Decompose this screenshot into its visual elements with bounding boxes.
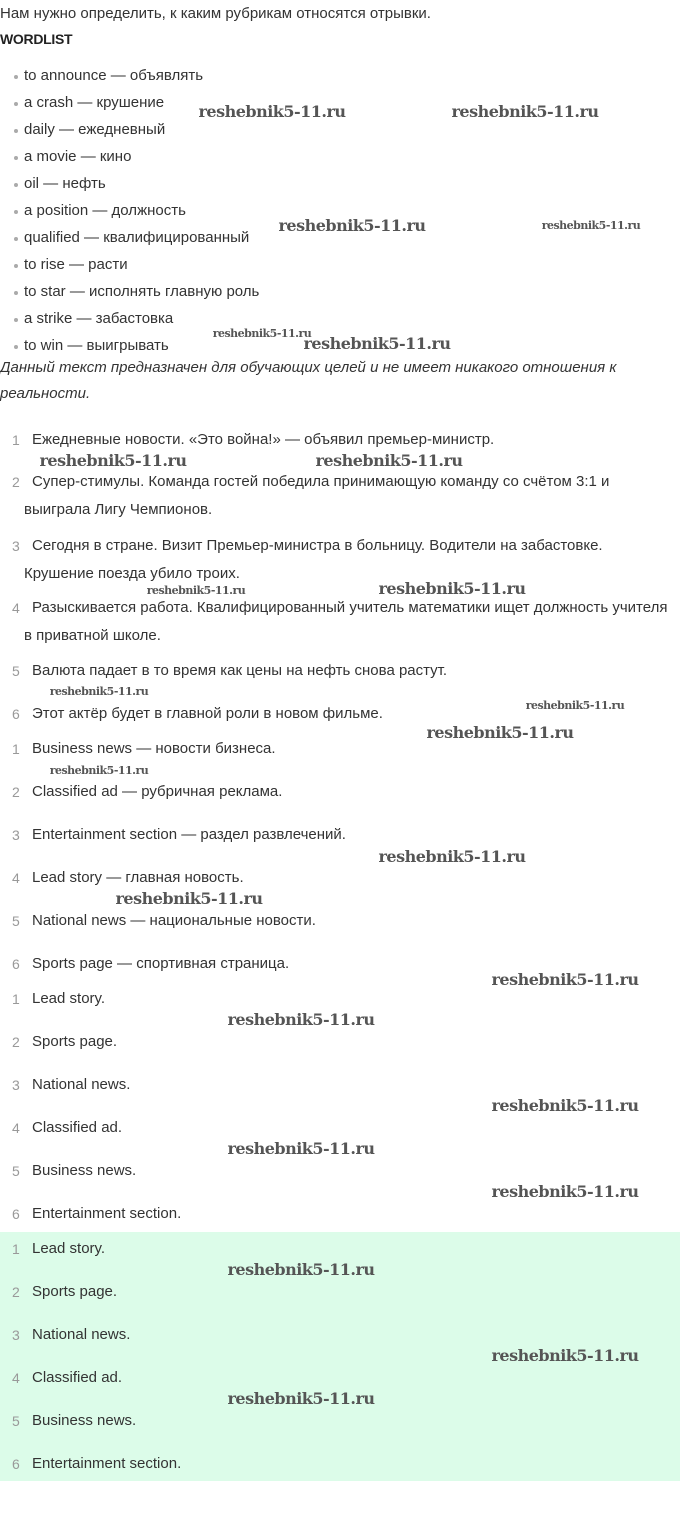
wordlist-item: to star — исполнять главную роль [24,283,260,300]
bullet-icon [14,102,18,106]
item-number: 6 [12,956,20,972]
wordlist-title: WORDLIST [0,31,73,47]
bullet-icon [14,264,18,268]
watermark: reshebnik5-11.ru [227,1389,375,1408]
watermark: reshebnik5-11.ru [315,451,463,470]
watermark: reshebnik5-11.ru [491,1182,639,1201]
list-item: National news. [32,1076,131,1093]
watermark: reshebnik5-11.ru [426,723,574,742]
watermark: reshebnik5-11.ru [49,764,149,777]
list-item: Classified ad — рубричная реклама. [32,783,283,800]
wordlist-item: to win — выигрывать [24,337,169,354]
watermark: reshebnik5-11.ru [146,584,246,597]
wordlist-item: to rise — расти [24,256,128,273]
item-number: 2 [12,784,20,800]
list-item: Sports page. [32,1033,118,1050]
list-item: Ежедневные новости. «Это война!» — объявил премьер-министр. [32,431,495,448]
list-item: Entertainment section. [32,1455,182,1472]
item-number: 6 [12,706,20,722]
list-item: Business news. [32,1162,137,1179]
wordlist-item: oil — нефть [24,175,106,192]
item-number: 3 [12,827,20,843]
list-item: Сегодня в стране. Визит Премьер-министра в больницу. Водители на забастовке. Крушение поезда убило троих. [24,537,603,582]
watermark: reshebnik5-11.ru [212,327,312,340]
list-item: Валюта падает в то время как цены на нефть снова растут. [32,662,448,679]
watermark: reshebnik5-11.ru [525,699,625,712]
list-item: Entertainment section. [32,1205,182,1222]
item-number: 6 [12,1456,20,1472]
watermark: reshebnik5-11.ru [39,451,187,470]
item-number: 4 [12,1120,20,1136]
wordlist-item: daily — ежедневный [24,121,166,138]
watermark: reshebnik5-11.ru [451,102,599,121]
watermark: reshebnik5-11.ru [227,1260,375,1279]
bullet-icon [14,156,18,160]
bullet-icon [14,183,18,187]
wordlist-item: a strike — забастовка [24,310,174,327]
item-number: 2 [12,1034,20,1050]
list-item: Lead story. [32,1240,106,1257]
item-number: 1 [12,741,20,757]
item-number: 4 [12,870,20,886]
bullet-icon [14,291,18,295]
item-number: 4 [12,600,20,616]
watermark: reshebnik5-11.ru [303,334,451,353]
list-item: Business news. [32,1412,137,1429]
item-number: 5 [12,1413,20,1429]
bullet-icon [14,318,18,322]
list-item: Sports page — спортивная страница. [32,955,290,972]
bullet-icon [14,75,18,79]
watermark: reshebnik5-11.ru [378,847,526,866]
item-number: 1 [12,432,20,448]
list-item: National news — национальные новости. [32,912,316,929]
bullet-icon [14,129,18,133]
item-number: 5 [12,913,20,929]
watermark: reshebnik5-11.ru [227,1139,375,1158]
disclaimer-note: Данный текст предназначен для обучающих целей и не имеет никакого отношения к реальности. [0,359,617,402]
wordlist-item: a movie — кино [24,148,132,165]
watermark: reshebnik5-11.ru [541,219,641,232]
item-number: 1 [12,991,20,1007]
bullet-icon [14,237,18,241]
bullet-icon [14,345,18,349]
watermark: reshebnik5-11.ru [115,889,263,908]
list-item: National news. [32,1326,131,1343]
list-item: Classified ad. [32,1119,123,1136]
list-item: Classified ad. [32,1369,123,1386]
item-number: 6 [12,1206,20,1222]
watermark: reshebnik5-11.ru [278,216,426,235]
intro-text: Нам нужно определить, к каким рубрикам относятся отрывки. [0,5,431,22]
wordlist-item: a position — должность [24,202,186,219]
item-number: 3 [12,1327,20,1343]
item-number: 5 [12,663,20,679]
item-number: 3 [12,1077,20,1093]
list-item: Sports page. [32,1283,118,1300]
item-number: 3 [12,538,20,554]
watermark: reshebnik5-11.ru [491,1346,639,1365]
watermark: reshebnik5-11.ru [198,102,346,121]
list-item: Business news — новости бизнеса. [32,740,276,757]
item-number: 4 [12,1370,20,1386]
list-item: Entertainment section — раздел развлечений. [32,826,346,843]
bullet-icon [14,210,18,214]
item-number: 2 [12,1284,20,1300]
list-item: Этот актёр будет в главной роли в новом фильме. [32,705,383,722]
watermark: reshebnik5-11.ru [49,685,149,698]
watermark: reshebnik5-11.ru [491,1096,639,1115]
watermark: reshebnik5-11.ru [227,1010,375,1029]
item-number: 5 [12,1163,20,1179]
list-item: Lead story. [32,990,106,1007]
list-item: Супер-стимулы. Команда гостей победила принимающую команду со счётом 3:1 и выиграла Лигу Чемпионов. [24,473,610,518]
wordlist-item: qualified — квалифицированный [24,229,250,246]
list-item: Разыскивается работа. Квалифицированный учитель математики ищет должность учителя в приватной школе. [24,599,668,644]
item-number: 1 [12,1241,20,1257]
wordlist-item: to announce — объявлять [24,67,204,84]
wordlist-item: a crash — крушение [24,94,165,111]
watermark: reshebnik5-11.ru [378,579,526,598]
watermark: reshebnik5-11.ru [491,970,639,989]
list-item: Lead story — главная новость. [32,869,244,886]
item-number: 2 [12,474,20,490]
